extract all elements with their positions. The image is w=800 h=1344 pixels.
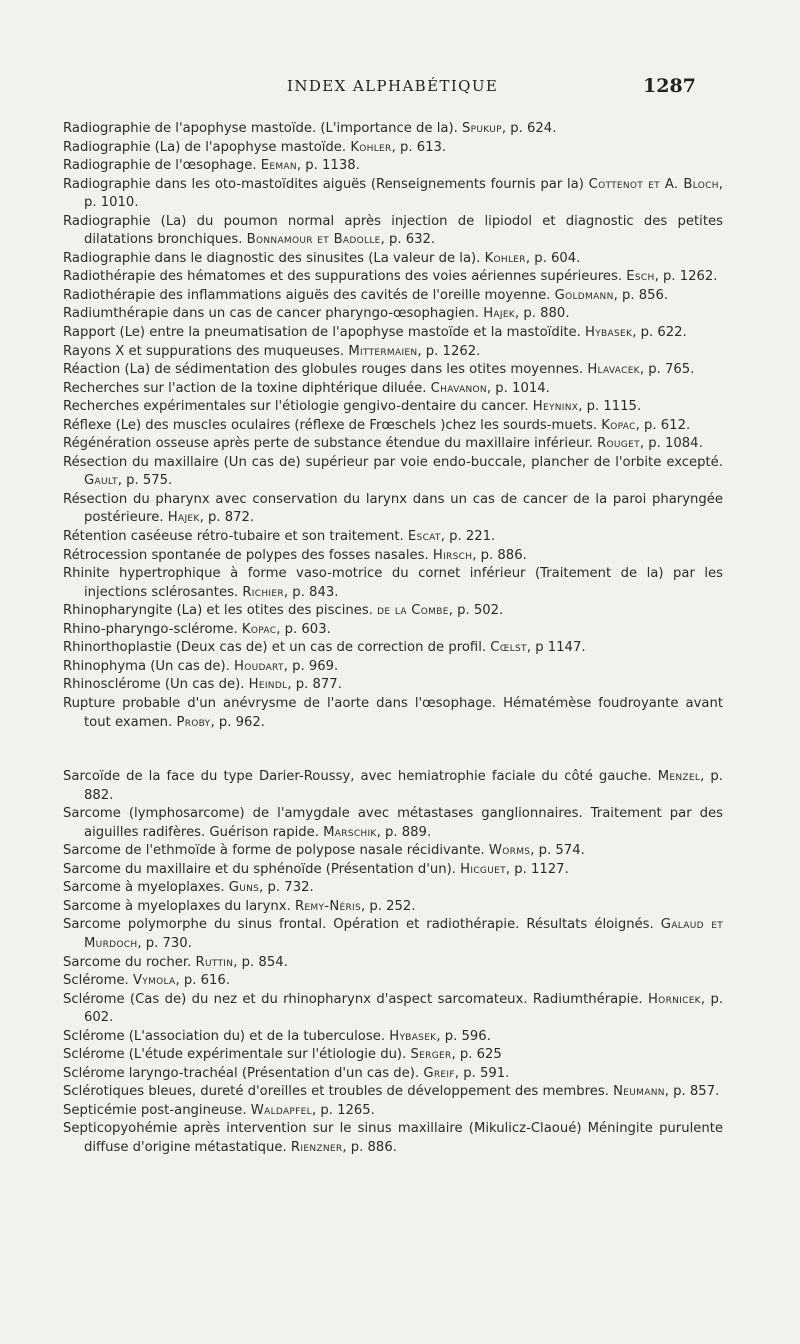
index-entry [63, 842, 723, 861]
entry-title: Rapport (Le) entre la pneumatisation de l'apophyse mastoïde et la mastoïdite. [63, 325, 581, 341]
index-entry [63, 380, 723, 399]
entry-author: Hirsch [432, 547, 473, 563]
index-entry [63, 157, 723, 176]
entry-title: Radiographie (La) de l'apophyse mastoïde. [63, 139, 347, 155]
entry-title: Rétention caséeuse rétro-tubaire et son traitement. [63, 529, 404, 545]
entry-author: Hybasek [585, 325, 633, 341]
index-entry [63, 1065, 723, 1084]
entry-author: Kopac [601, 417, 636, 433]
index-entry [63, 805, 723, 842]
entry-page-ref: , p. 603. [276, 621, 331, 637]
entry-title: Radiographie (La) du poumon normal après injection de lipiodol et diagnostic des petites dilatations bronchiques. [63, 213, 723, 248]
index-entry [63, 268, 723, 287]
entry-page-ref: , p. 886. [342, 1139, 397, 1155]
entry-author: Remy-Néris [294, 898, 362, 914]
entry-author: Escat [407, 529, 441, 545]
index-entry [63, 991, 723, 1028]
entry-title: Radiothérapie des inflammations aiguës des cavités de l'oreille moyenne. [63, 287, 551, 303]
index-entry [63, 176, 723, 213]
entry-title: Sclérotiques bleues, dureté d'oreilles et troubles de développement des membres. [63, 1084, 609, 1100]
entry-title: Sarcome du maxillaire et du sphénoïde (Présentation d'un). [63, 861, 456, 877]
entry-page-ref: , p. 596. [436, 1028, 491, 1044]
page-number: 1287 [643, 75, 696, 97]
entry-author: Proby [176, 714, 211, 730]
index-entry [63, 491, 723, 528]
entry-title: Radiumthérapie dans un cas de cancer pharyngo-œsophagien. [63, 306, 479, 322]
entry-author: Esch [626, 269, 655, 285]
entry-title: Recherches expérimentales sur l'étiologie gengivo-dentaire du cancer. [63, 399, 529, 415]
index-entry [63, 861, 723, 880]
entry-title: Sclérome (Cas de) du nez et du rhinopharynx d'aspect sarcomateux. Radiumthérapie. [63, 991, 643, 1007]
entry-page-ref: , p 1147. [526, 640, 586, 656]
entry-title: Radiothérapie des hématomes et des suppurations des voies aériennes supérieures. [63, 269, 623, 285]
entry-author: Goldmann [554, 287, 614, 303]
entry-author: Hlavacek [587, 362, 640, 378]
entry-author: Bonnamour et Badolle [246, 232, 381, 248]
entry-page-ref: , p. 1115. [578, 399, 642, 415]
entry-page-ref: , p. 765. [639, 362, 695, 378]
index-entry [63, 1102, 723, 1121]
entry-page-ref: , p. 1014. [486, 380, 550, 396]
entry-title: Radiographie de l'apophyse mastoïde. (L'importance de la). [63, 121, 458, 136]
index-entry [63, 898, 723, 917]
entry-author: Rouget [597, 436, 640, 452]
entry-author: Mittermaien [348, 343, 418, 359]
entry-author: Hybasek [389, 1028, 437, 1044]
entry-page-ref: , p. 574. [530, 843, 585, 859]
entry-page-ref: , p. 843. [283, 584, 339, 600]
entry-author: Heindl [248, 677, 288, 693]
entry-title: Sarcome de l'ethmoïde à forme de polypose nasale récidivante. [63, 843, 485, 859]
entry-title: Radiographie de l'œsophage. [63, 158, 257, 174]
index-entry [63, 658, 723, 677]
entry-author: Eeman [260, 158, 297, 174]
section-s-entries [63, 768, 723, 1157]
entry-title: Septicopyohémie après intervention sur le sinus maxillaire (Mikulicz-Claoué) Méningite purulente diffuse d'origine métastatique. [63, 1121, 723, 1155]
index-entry [63, 639, 723, 658]
index-entry [63, 879, 723, 898]
index-entry [63, 954, 723, 973]
entry-title: Sarcome polymorphe du sinus frontal. Opération et radiothérapie. Résultats éloignés. [63, 917, 654, 933]
entry-title: Recherches sur l'action de la toxine diphtérique diluée. [63, 380, 427, 396]
entry-author: Houdart [234, 658, 284, 674]
entry-title: Sarcome à myeloplaxes du larynx. [63, 898, 291, 914]
entry-author: Spukup [462, 121, 502, 136]
entry-page-ref: , p. 591. [454, 1065, 510, 1081]
entry-title: Rhinite hypertrophique à forme vaso-motrice du cornet inférieur (Traitement de la) par les injections sclérosantes. [63, 566, 723, 600]
entry-author: Cottenot et A. Bloch [588, 176, 719, 192]
entry-title: Sclérome (L'étude expérimentale sur l'étiologie du). [63, 1047, 407, 1063]
entry-title: Rayons X et suppurations des muqueuses. [63, 343, 345, 359]
entry-author: Kohler [484, 250, 526, 266]
entry-author: Marschik [323, 824, 377, 840]
entry-author: de la Combe [377, 603, 449, 619]
entry-author: Richier [242, 584, 284, 600]
index-entry [63, 1083, 723, 1102]
entry-title: Sclérome. [63, 973, 129, 989]
entry-title: Sarcome (lymphosarcome) de l'amygdale avec métastases ganglionnaires. Traitement par des aiguilles radifères. Guérison rapide. [63, 806, 723, 840]
entry-title: Radiographie dans les oto-mastoïdites aiguës (Renseignements fournis par la) [63, 176, 584, 192]
index-entry [63, 602, 723, 621]
entry-author: Chavanon [430, 380, 487, 396]
entry-title: Sarcome du rocher. [63, 954, 192, 970]
entry-page-ref: , p. 613. [391, 139, 447, 155]
entry-page-ref: , p. 732. [259, 880, 314, 896]
entry-page-ref: , p. 602. [84, 991, 724, 1026]
entry-title: Sarcome à myeloplaxes. [63, 880, 225, 896]
entry-page-ref: , p. 1127. [505, 861, 569, 877]
entry-title: Résection du pharynx avec conservation du larynx dans un cas de cancer de la paroi pharyngée postérieure. [63, 491, 723, 526]
entry-author: Kohler [350, 139, 392, 155]
entry-page-ref: , p. 1138. [296, 158, 360, 174]
entry-author: Waldapfel [250, 1102, 312, 1118]
entry-page-ref: , p. 856. [613, 287, 669, 303]
index-entry [63, 621, 723, 640]
entry-title: Rhinophyma (Un cas de). [63, 658, 230, 674]
index-entry [63, 250, 723, 269]
entry-author: Rienzner [290, 1139, 343, 1155]
entry-page-ref: , p. 502. [448, 603, 504, 619]
index-entry [63, 139, 723, 158]
entry-page-ref: , p. 889. [376, 824, 432, 840]
index-entry [63, 916, 723, 953]
index-entry [63, 1120, 723, 1157]
entry-page-ref: , p. 1262. [654, 269, 718, 285]
index-entry [63, 287, 723, 306]
index-entry [63, 361, 723, 380]
entry-title: Rhinorthoplastie (Deux cas de) et un cas de correction de profil. [63, 640, 487, 656]
entry-page-ref: , p. 962. [210, 714, 265, 730]
index-entry [63, 305, 723, 324]
entry-page-ref: , p. 221. [440, 529, 496, 545]
entry-title: Rupture probable d'un anévrysme de l'aorte dans l'œsophage. Hématémèse foudroyante avant tout examen. [63, 695, 723, 730]
entry-title: Réaction (La) de sédimentation des globules rouges dans les otites moyennes. [63, 362, 584, 378]
index-entries [63, 120, 723, 1158]
entry-title: Sclérome (L'association du) et de la tuberculose. [63, 1028, 386, 1044]
section-r-entries [63, 120, 723, 732]
index-entry [63, 695, 723, 732]
entry-page-ref: , p. 625 [451, 1047, 502, 1063]
entry-page-ref: , p. 604. [525, 250, 581, 266]
entry-title: Sclérome laryngo-trachéal (Présentation d'un cas de). [63, 1065, 420, 1081]
section-gap [63, 732, 723, 768]
entry-author: Galaud et Murdoch [84, 917, 723, 951]
entry-page-ref: , p. 877. [287, 677, 342, 693]
entry-page-ref: , p. 880. [515, 306, 570, 322]
entry-author: Vymola [132, 973, 176, 989]
entry-author: Worms [488, 843, 531, 859]
entry-author: Neumann [613, 1084, 665, 1100]
entry-page-ref: , p. 854. [233, 954, 288, 970]
entry-page-ref: , p. 872. [199, 510, 255, 526]
page-header [0, 77, 800, 107]
entry-title: Sarcoïde de la face du type Darier-Roussy, avec hemiatrophie faciale du côté gauche. [63, 769, 652, 785]
entry-title: Rhinopharyngite (La) et les otites des piscines. [63, 603, 373, 619]
entry-page-ref: , p. 882. [84, 769, 723, 803]
entry-page-ref: , p. 730. [137, 935, 192, 951]
index-entry [63, 547, 723, 566]
entry-page-ref: , p. 1084. [639, 436, 703, 452]
entry-page-ref: , p. 1010. [84, 176, 723, 211]
entry-title: Régénération osseuse après perte de substance étendue du maxillaire inférieur. [63, 436, 593, 452]
index-entry [63, 343, 723, 362]
entry-page-ref: , p. 1262. [417, 343, 481, 359]
entry-title: Rhinosclérome (Un cas de). [63, 677, 245, 693]
entry-page-ref: , p. 886. [472, 547, 527, 563]
index-entry [63, 528, 723, 547]
entry-title: Rétrocession spontanée de polypes des fosses nasales. [63, 547, 429, 563]
entry-author: Hornicek [647, 991, 701, 1007]
entry-author: Hajek [167, 510, 200, 526]
entry-author: Serger [410, 1047, 452, 1063]
entry-title: Radiographie dans le diagnostic des sinusites (La valeur de la). [63, 250, 481, 266]
index-entry [63, 398, 723, 417]
entry-page-ref: , p. 575. [117, 473, 173, 489]
index-entry [63, 768, 723, 805]
entry-page-ref: , p. 969. [283, 658, 339, 674]
entry-author: Guns [228, 880, 260, 896]
index-entry [63, 676, 723, 695]
index-entry [63, 565, 723, 602]
entry-page-ref: , p. 622. [632, 325, 687, 341]
index-entry [63, 972, 723, 991]
entry-author: Gault [84, 473, 118, 489]
index-entry [63, 1028, 723, 1047]
index-entry [63, 417, 723, 436]
running-title: INDEX ALPHABÉTIQUE [287, 77, 499, 95]
entry-author: Kopac [241, 621, 277, 637]
index-entry [63, 454, 723, 491]
entry-author: Ruttin [195, 954, 234, 970]
entry-author: Menzel [657, 769, 701, 785]
entry-author: Hicguet [460, 861, 506, 877]
entry-page-ref: , p. 616. [175, 973, 231, 989]
entry-title: Rhino-pharyngo-sclérome. [63, 621, 238, 637]
index-entry [63, 120, 723, 139]
entry-page-ref: , p. 624. [501, 121, 557, 136]
entry-page-ref: , p. 252. [361, 898, 416, 914]
entry-author: Hajek [483, 306, 516, 322]
entry-page-ref: , p. 1265. [311, 1102, 375, 1118]
index-entry [63, 1046, 723, 1065]
index-entry [63, 324, 723, 343]
entry-title: Réflexe (Le) des muscles oculaires (réflexe de Frœschels )chez les sourds-muets. [63, 417, 598, 433]
entry-page-ref: , p. 612. [635, 417, 691, 433]
entry-author: Greif [423, 1065, 455, 1081]
entry-author: Heyninx [532, 399, 579, 415]
index-entry [63, 213, 723, 250]
entry-title: Résection du maxillaire (Un cas de) supérieur par voie endo-buccale, plancher de l'orbite excepté. [63, 454, 723, 470]
index-entry [63, 435, 723, 454]
entry-page-ref: , p. 632. [380, 232, 436, 248]
entry-page-ref: , p. 857. [664, 1084, 720, 1100]
entry-author: Cœlst [490, 640, 527, 656]
entry-title: Septicémie post-angineuse. [63, 1102, 247, 1118]
